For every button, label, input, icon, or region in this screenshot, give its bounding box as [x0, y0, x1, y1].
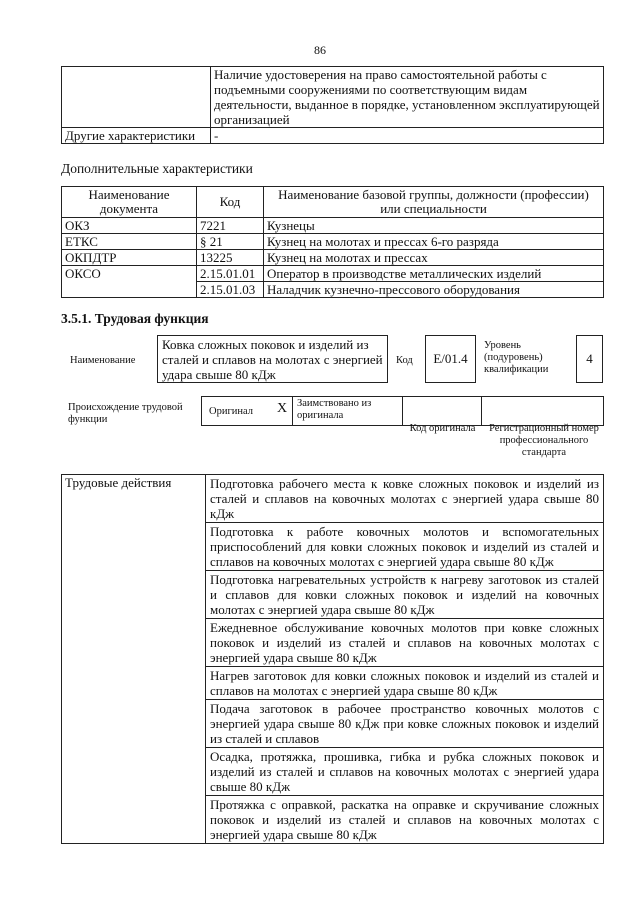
row-value: - [211, 128, 604, 144]
qualification-level-label: Уровень (подуровень) квалификации [484, 340, 549, 375]
cell-document: ОКЗ [62, 218, 197, 234]
origin-divider [481, 396, 482, 426]
labour-actions-label: Трудовые действия [62, 475, 206, 844]
function-origin-label: Происхождение трудовой функции [68, 402, 183, 425]
function-code-value: E/01.4 [425, 335, 476, 383]
labour-function-heading: 3.5.1. Трудовая функция [61, 311, 209, 326]
labour-action-item: Подача заготовок в рабочее пространство ковочных молотов с энергией удара свыше 80 кДж при ковке сложных поковок и изделий из сталей и сплавов [206, 700, 604, 748]
table-row [62, 250, 604, 266]
qualification-level-value: 4 [576, 335, 603, 383]
top-characteristics-table [61, 66, 604, 144]
labour-action-item: Ежедневное обслуживание ковочных молотов при ковке сложных поковок и изделий из сталей и сплавов на ковочных молотах с энергией удара свыше 80 кДж [206, 619, 604, 667]
table-row [62, 218, 604, 234]
function-code-label: Код [396, 355, 413, 366]
cell-document: ОКСО [62, 266, 197, 298]
cell-code: 2.15.01.01 [197, 266, 264, 282]
header-row [62, 187, 604, 218]
table-row [62, 475, 604, 523]
labour-action-item: Подготовка нагревательных устройств к нагреву заготовок из сталей и сплавов для ковки сложных поковок и изделий на ковочных молотах с энергией удара свыше 80 кДж [206, 571, 604, 619]
table-row [62, 128, 604, 144]
cell-name: Кузнец на молотах и прессах 6-го разряда [264, 234, 604, 250]
original-code-caption: Код оригинала [409, 423, 476, 434]
cell-document: ОКПДТР [62, 250, 197, 266]
column-header-code: Код [197, 187, 264, 218]
cell-name: Кузнец на молотах и прессах [264, 250, 604, 266]
table-row [62, 67, 604, 128]
function-name-label: Наименование [70, 355, 136, 366]
origin-divider [292, 396, 293, 426]
cell-name: Кузнецы [264, 218, 604, 234]
table-row [62, 266, 604, 282]
labour-action-item: Подготовка к работе ковочных молотов и вспомогательных приспособлений для ковки сложных поковок и изделий из сталей и сплавов на ковочных молотах с энергией удара свыше 80 кДж [206, 523, 604, 571]
labour-action-item: Протяжка с оправкой, раскатка на оправке и скручивание сложных поковок и изделий из сталей и сплавов на ковочных молотах с энергией удара свыше 80 кДж [206, 796, 604, 844]
cell-document: ЕТКС [62, 234, 197, 250]
cell-name: Оператор в производстве металлических изделий [264, 266, 604, 282]
row-value: Наличие удостоверения на право самостоятельной работы с подъемными сооружениями по соответствующим видам деятельности, выданное в порядке, установленном эксплуатирующей организацией [211, 67, 604, 128]
cell-name: Наладчик кузнечно-прессового оборудования [264, 282, 604, 298]
additional-characteristics-table [61, 186, 604, 298]
labour-action-item: Осадка, протяжка, прошивка, гибка и рубка сложных поковок и изделий из сталей и сплавов на ковочных молотах с энергией удара свыше 80 кДж [206, 748, 604, 796]
original-label: Оригинал [209, 406, 253, 417]
cell-code: 7221 [197, 218, 264, 234]
labour-action-item: Нагрев заготовок для ковки сложных поковок и изделий из сталей и сплавов на молотах с энергией удара свыше 80 кДж [206, 667, 604, 700]
cell-code: 2.15.01.03 [197, 282, 264, 298]
cell-code: § 21 [197, 234, 264, 250]
borrowed-label: Заимствовано из оригинала [297, 398, 372, 421]
labour-actions-table [61, 474, 604, 844]
column-header-document: Наименование документа [62, 187, 197, 218]
row-label: Другие характеристики [62, 128, 211, 144]
page-number: 86 [314, 43, 326, 57]
origin-divider [402, 396, 403, 426]
row-label [62, 67, 211, 128]
registration-number-caption: Регистрационный номер профессионального стандарта [489, 423, 599, 458]
labour-action-item: Подготовка рабочего места к ковке сложных поковок и изделий из сталей и сплавов на ковочных молотах с энергией удара свыше 80 кДж [206, 475, 604, 523]
function-name-value: Ковка сложных поковок и изделий из сталей и сплавов на молотах с энергией удара свыше 80 кДж [157, 335, 388, 383]
original-mark: X [277, 401, 288, 416]
table-row [62, 234, 604, 250]
additional-characteristics-heading: Дополнительные характеристики [61, 161, 253, 176]
cell-code: 13225 [197, 250, 264, 266]
column-header-name: Наименование базовой группы, должности (профессии) или специальности [264, 187, 604, 218]
